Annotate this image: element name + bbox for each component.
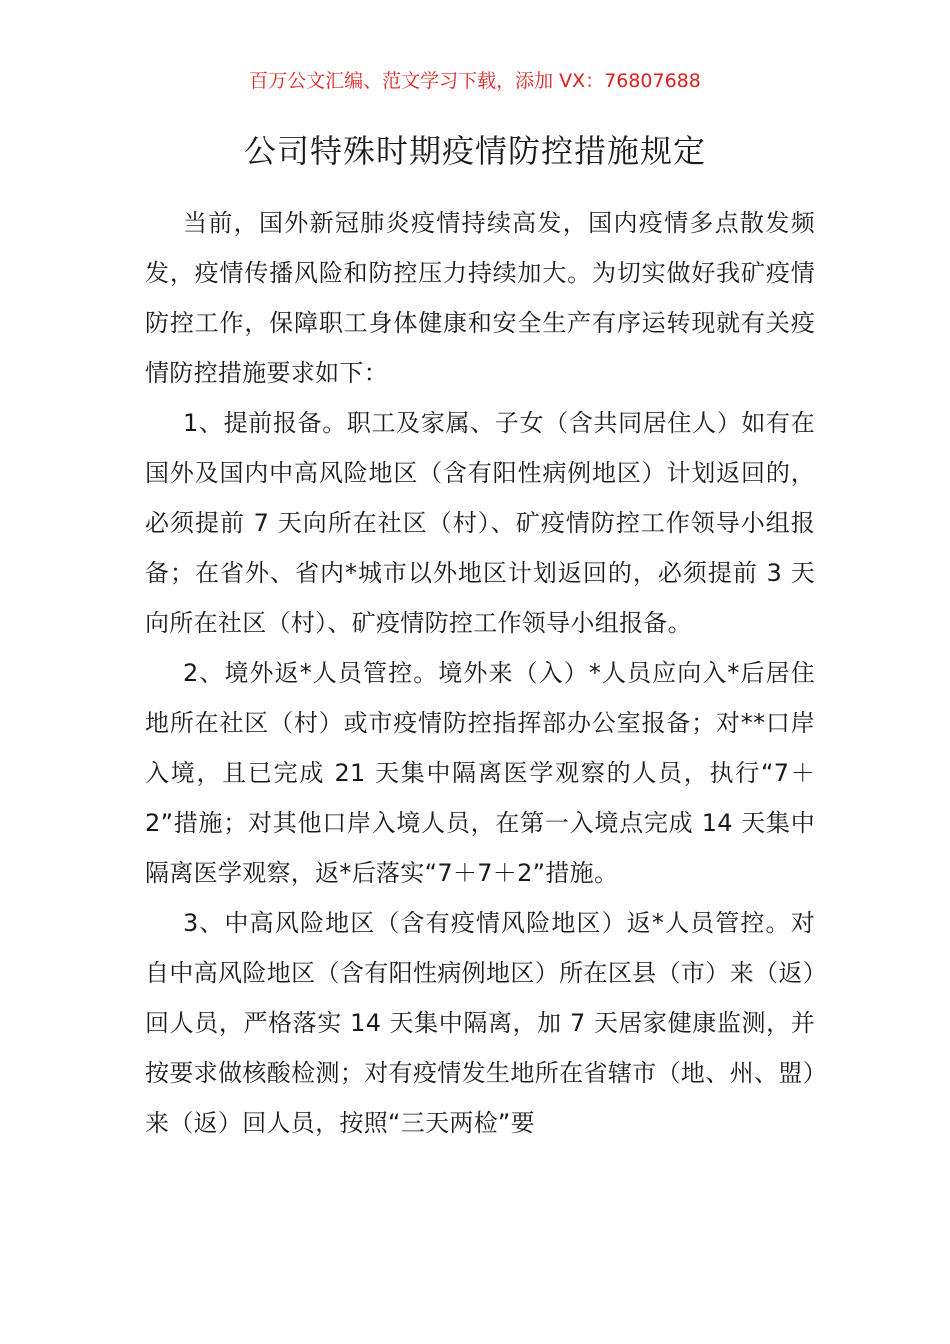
document-body xyxy=(145,198,815,1148)
paragraph-item-3: 3、中高风险地区（含有疫情风险地区）返*人员管控。对自中高风险地区（含有阳性病例地区）所在区县（市）来（返）回人员，严格落实 14 天集中隔离，加 7 天居家健康监测，并按要求做核酸检测；对有疫情发生地所在省辖市（地、州、盟）来（返）回人员，按照“三天两检”要 xyxy=(145,909,815,1137)
paragraph-item-2: 2、境外返*人员管控。境外来（入）*人员应向入*后居住地所在社区（村）或市疫情防控指挥部办公室报备；对**口岸入境，且已完成 21 天集中隔离医学观察的人员，执行“7＋2”措施；对其他口岸入境人员，在第一入境点完成 14 天集中隔离医学观察，返*后落实“7＋7＋2”措施。 xyxy=(145,659,815,887)
paragraph-intro: 当前，国外新冠肺炎疫情持续高发，国内疫情多点散发频发，疫情传播风险和防控压力持续加大。为切实做好我矿疫情防控工作，保障职工身体健康和安全生产有序运转现就有关疫情防控措施要求如下： xyxy=(145,209,815,387)
header-contact-note: 百万公文汇编、范文学习下载，添加 VX：76807688 xyxy=(249,70,701,92)
document-title: 公司特殊时期疫情防控措施规定 xyxy=(243,132,706,170)
paragraph-item-1: 1、提前报备。职工及家属、子女（含共同居住人）如有在国外及国内中高风险地区（含有阳性病例地区）计划返回的，必须提前 7 天向所在社区（村）、矿疫情防控工作领导小组报备；在省外、省内*城市以外地区计划返回的，必须提前 3 天向所在社区（村）、矿疫情防控工作领导小组报备。 xyxy=(145,409,815,637)
